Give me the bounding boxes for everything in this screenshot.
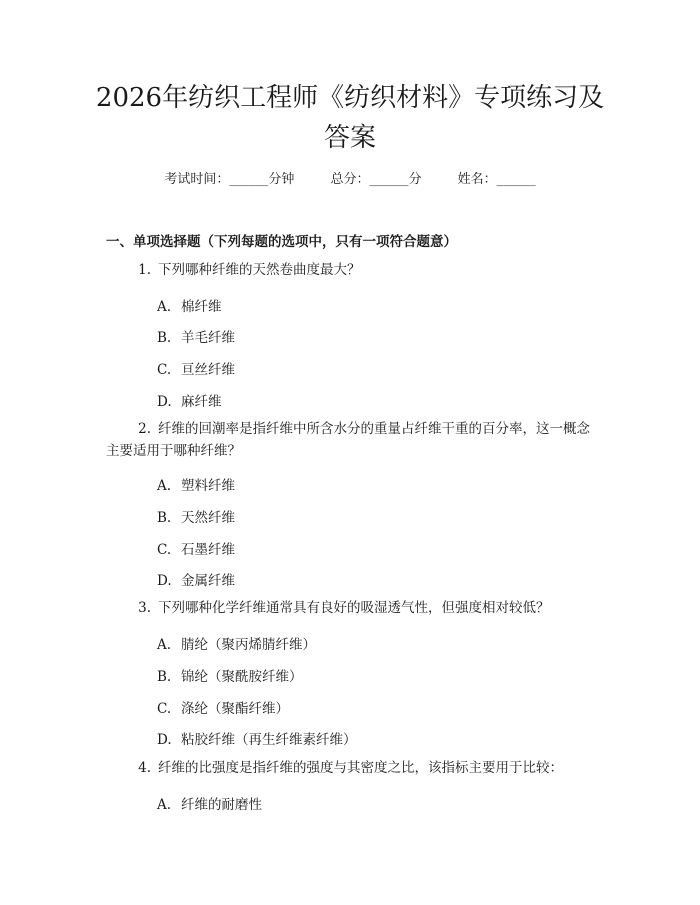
question-2 [106, 418, 600, 462]
option-3b: B. 锦纶（聚酰胺纤维） [157, 669, 303, 685]
question-1 [106, 259, 600, 281]
question-number: 4. [138, 760, 151, 776]
question-4 [106, 757, 600, 779]
question-text: 纤维的比强度是指纤维的强度与其密度之比，该指标主要用于比较： [158, 760, 563, 776]
option-3a: A. 腈纶（聚丙烯腈纤维） [157, 637, 316, 653]
question-3 [106, 597, 600, 619]
option-1a: A. 棉纤维 [157, 299, 222, 315]
title-line-1: 2026年纺织工程师《纺织材料》专项练习及 [95, 83, 605, 113]
exam-info [0, 168, 700, 187]
option-1d: D. 麻纤维 [157, 394, 222, 410]
question-number: 1. [138, 262, 151, 278]
option-1b: B. 羊毛纤维 [157, 330, 235, 346]
question-text: 下列哪种纤维的天然卷曲度最大？ [158, 262, 361, 278]
exam-score: 总分：______分 [330, 172, 422, 187]
question-text-line-2: 主要适用于哪种纤维？ [106, 443, 241, 459]
option-4a: A. 纤维的耐磨性 [157, 797, 262, 813]
option-1c: C. 亘丝纤维 [157, 362, 235, 378]
question-number: 3. [138, 600, 151, 616]
option-3c: C. 涤纶（聚酯纤维） [157, 701, 289, 717]
question-number: 2. [138, 421, 151, 437]
option-2a: A. 塑料纤维 [157, 478, 235, 494]
document-title [60, 78, 640, 158]
section-heading: 一、单项选择题（下列每题的选项中，只有一项符合题意） [106, 234, 457, 250]
question-text: 下列哪种化学纤维通常具有良好的吸湿透气性，但强度相对较低？ [158, 600, 550, 616]
option-2d: D. 金属纤维 [157, 573, 235, 589]
option-2c: C. 石墨纤维 [157, 542, 235, 558]
exam-name: 姓名：______ [457, 172, 536, 187]
exam-time: 考试时间：______分钟 [164, 172, 295, 187]
title-line-2: 答案 [323, 123, 376, 153]
option-3d: D. 粘胶纤维（再生纤维素纤维） [157, 732, 357, 748]
question-text-line-1: 纤维的回潮率是指纤维中所含水分的重量占纤维干重的百分率，这一概念 [158, 421, 590, 437]
option-2b: B. 天然纤维 [157, 510, 235, 526]
